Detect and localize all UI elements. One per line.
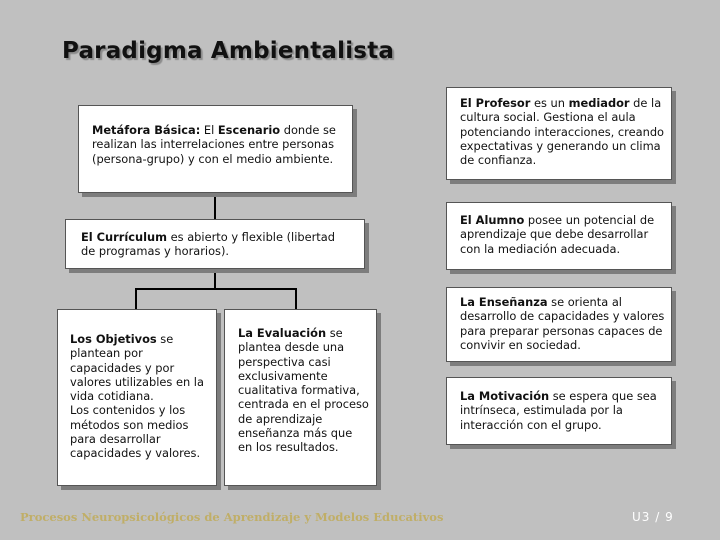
- ensenanza-label: La Enseñanza: [460, 295, 548, 309]
- page-title: Paradigma Ambientalista: [62, 38, 395, 64]
- profesor-box: El Profesor es un mediador de la cultura social. Gestiona el aula potenciando interacciones, creando expectativas y generando un clima de confianza.: [446, 87, 672, 180]
- curriculum-box: El Currículum es abierto y flexible (libertad de programas y horarios).: [65, 219, 365, 269]
- evaluacion-label: La Evaluación: [238, 326, 327, 340]
- objetivos-box: Los Objetivos se plantean por capacidades y por valores utilizables en la vida cotidiana. Los contenidos y los métodos son medios para desarrollar capacidades y valores.: [57, 309, 217, 486]
- ensenanza-box: La Enseñanza se orienta al desarrollo de capacidades y valores para preparar personas capaces de convivir en sociedad.: [446, 287, 672, 362]
- connector-curriculum-down: [214, 268, 216, 289]
- arrow-profesor: [432, 130, 446, 146]
- curriculum-label: El Currículum: [81, 230, 168, 244]
- alumno-label: El Alumno: [460, 213, 525, 227]
- alumno-box: El Alumno posee un potencial de aprendizaje que debe desarrollar con la mediación adecuada.: [446, 202, 672, 270]
- motivacion-label: La Motivación: [460, 389, 550, 403]
- footer-course-title: Procesos Neuropsicológicos de Aprendizaje y Modelos Educativos: [20, 510, 444, 524]
- footer-page-number: U3 / 9: [632, 510, 674, 524]
- connector-metafora-curriculum: [214, 193, 216, 220]
- metafora-label: Metáfora Básica:: [92, 123, 201, 137]
- metafora-box: Metáfora Básica: El Escenario donde se realizan las interrelaciones entre personas (persona-grupo) y con el medio ambiente.: [78, 105, 353, 193]
- profesor-label: El Profesor: [460, 96, 531, 110]
- evaluacion-box: La Evaluación se plantea desde una perspectiva casi exclusivamente cualitativa formativa, centrada en el proceso de aprendizaje enseñanza más que en los resultados.: [224, 309, 377, 486]
- motivacion-box: La Motivación se espera que sea intrínseca, estimulada por la interacción con el grupo.: [446, 377, 672, 445]
- connector-to-objetivos: [135, 288, 137, 310]
- connector-horizontal: [135, 288, 297, 290]
- objetivos-label: Los Objetivos: [70, 332, 157, 346]
- connector-to-evaluacion: [295, 288, 297, 310]
